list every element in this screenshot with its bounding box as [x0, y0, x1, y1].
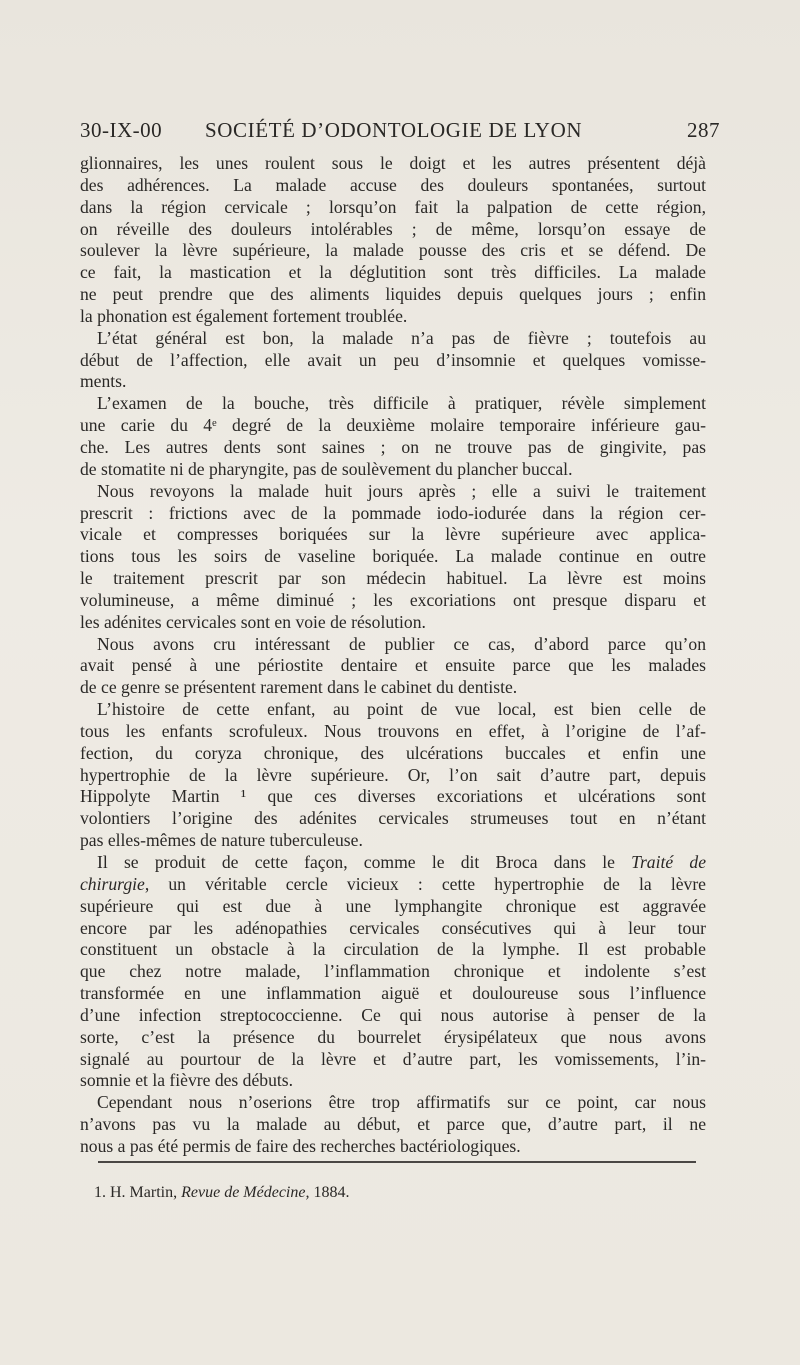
text-line: prescrit : frictions avec de la pommade iodo-iodurée dans la région cer-	[80, 502, 706, 523]
footnote-separator	[98, 1161, 696, 1163]
text-line: de stomatite ni de pharyngite, pas de soulèvement du plancher buccal.	[80, 458, 573, 479]
text-line: Hippolyte Martin ¹ que ces diverses excoriations et ulcérations sont	[80, 786, 706, 807]
footnote-number: 1.	[94, 1184, 106, 1201]
text-line: volontiers l’origine des adénites cervicales strumeuses tout en n’étant	[80, 808, 706, 829]
text-line: début de l’affection, elle avait un peu d’insomnie et quelques vomisse-	[80, 349, 706, 370]
text-line: constituent un obstacle à la circulation de la lymphe. Il est probable	[80, 939, 706, 960]
text-line: signalé au pourtour de la lèvre et d’autre part, les vomissements, l’in-	[80, 1048, 706, 1069]
text-line: ne peut prendre que des aliments liquides depuis quelques jours ; enfin	[80, 284, 706, 305]
footnote	[80, 1183, 720, 1203]
text-line: ce fait, la mastication et la déglutition sont très difficiles. La malade	[80, 262, 706, 283]
text-line: nous a pas été permis de faire des recherches bactériologiques.	[80, 1135, 521, 1156]
text-line: vicale et compresses boriquées sur la lèvre supérieure avec applica-	[80, 524, 706, 545]
text-line: transformée en une inflammation aiguë et douloureuse sous l’influence	[80, 983, 706, 1004]
body-text	[80, 153, 706, 1158]
text-line: supérieure qui est due à une lymphangite chronique est aggravée	[80, 895, 706, 916]
text-line: tions tous les soirs de vaseline boriquée. La malade continue en outre	[80, 546, 706, 567]
header-title: SOCIÉTÉ D’ODONTOLOGIE DE LYON	[205, 118, 583, 142]
text-line: Nous avons cru intéressant de publier ce cas, d’abord parce qu’on	[97, 633, 706, 654]
text-line: n’avons pas vu la malade au début, et parce que, d’autre part, il ne	[80, 1114, 706, 1135]
text-line: che. Les autres dents sont saines ; on ne trouve pas de gingivite, pas	[80, 436, 706, 457]
text-line: la phonation est également fortement troublée.	[80, 305, 408, 326]
text-line: chirurgie, un véritable cercle vicieux : cette hypertrophie de la lèvre	[80, 873, 706, 894]
text-line: hypertrophie de la lèvre supérieure. Or, l’on sait d’autre part, depuis	[80, 764, 706, 785]
text-line: de ce genre se présentent rarement dans le cabinet du dentiste.	[80, 677, 518, 698]
footnote-author: H. Martin,	[110, 1184, 178, 1201]
text-line: dans la région cervicale ; lorsqu’on fait la palpation de cette région,	[80, 196, 706, 217]
text-line: encore par les adénopathies cervicales consécutives qui à leur tour	[80, 917, 706, 938]
text-line: les adénites cervicales sont en voie de résolution.	[80, 611, 426, 632]
text-line: Cependant nous n’oserions être trop affirmatifs sur ce point, car nous	[97, 1092, 706, 1113]
text-line: le traitement prescrit par son médecin habituel. La lèvre est moins	[80, 568, 706, 589]
text-line: L’état général est bon, la malade n’a pas de fièvre ; toutefois au	[97, 327, 706, 348]
text-line: avait pensé à une périostite dentaire et ensuite parce que les malades	[80, 655, 706, 676]
text-line: L’histoire de cette enfant, au point de vue local, est bien celle de	[97, 699, 706, 720]
text-line: d’une infection streptococcienne. Ce qui nous autorise à penser de la	[80, 1004, 706, 1025]
text-line: tous les enfants scrofuleux. Nous trouvons en effet, à l’origine de l’af-	[80, 720, 706, 741]
text-line: sorte, c’est la présence du bourrelet érysipélateux que nous avons	[80, 1026, 706, 1047]
text-line: volumineuse, a même diminué ; les excoriations ont presque disparu et	[80, 589, 706, 610]
footnote-year: 1884.	[313, 1184, 350, 1201]
header-date: 30-IX-00	[80, 118, 163, 142]
running-header	[80, 118, 720, 148]
footnote-journal: Revue de Médecine,	[181, 1184, 310, 1201]
text-line: Il se produit de cette façon, comme le dit Broca dans le Traité de	[97, 852, 706, 872]
page-number: 287	[687, 118, 720, 142]
text-line: des adhérences. La malade accuse des douleurs spontanées, surtout	[80, 174, 706, 195]
text-line: une carie du 4ᵉ degré de la deuxième molaire temporaire inférieure gau-	[80, 415, 706, 436]
text-line: pas elles-mêmes de nature tuberculeuse.	[80, 830, 363, 851]
text-line: que chez notre malade, l’inflammation chronique et indolente s’est	[80, 961, 706, 982]
text-line: glionnaires, les unes roulent sous le doigt et les autres présentent déjà	[80, 153, 706, 173]
text-line: L’examen de la bouche, très difficile à pratiquer, révèle simplement	[97, 393, 706, 414]
text-line: Nous revoyons la malade huit jours après ; elle a suivi le traitement	[97, 480, 706, 501]
text-line: soulever la lèvre supérieure, la malade pousse des cris et se défend. De	[80, 240, 706, 261]
text-line: on réveille des douleurs intolérables ; de même, lorsqu’on essaye de	[80, 218, 706, 239]
text-line: somnie et la fièvre des débuts.	[80, 1070, 294, 1091]
text-line: ments.	[80, 371, 127, 392]
text-line: fection, du coryza chronique, des ulcérations buccales et enfin une	[80, 742, 706, 763]
